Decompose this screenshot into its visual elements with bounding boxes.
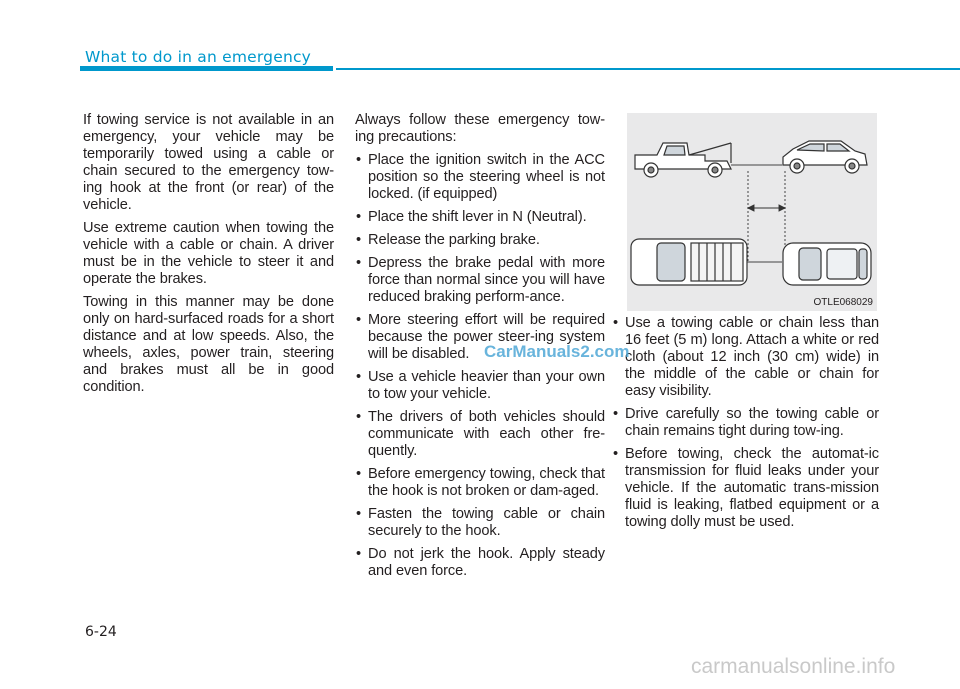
intro-paragraph: Always follow these emergency tow-ing precautions: [355,112,605,145]
list-item: • Drive carefully so the towing cable or chain remains tight during tow-ing. [612,406,879,440]
column-1 [83,112,334,402]
section-title: What to do in an emergency [85,48,312,66]
tow-truck-side-icon [635,143,731,177]
header-rule-thin [336,68,960,70]
figure-code: OTLE068029 [813,297,873,308]
footer-watermark: carmanualsonline.info [691,655,896,678]
list-item: • Depress the brake pedal with more force than normal since you will have reduced braking perform-ance. [355,255,605,306]
suv-side-icon [783,141,867,173]
list-item: • Release the parking brake. [355,232,605,249]
towing-illustration [627,113,877,311]
precautions-list [355,152,605,580]
list-item: • Place the shift lever in N (Neutral). [355,209,605,226]
column-3 [612,315,879,537]
list-item: • The drivers of both vehicles should communicate with each other fre-quently. [355,409,605,460]
header-rule-thick [80,66,333,71]
watermark-logo: CarManuals2.com [484,342,630,361]
list-item: • Use a vehicle heavier than your own to tow your vehicle. [355,369,605,403]
list-item: • More steering effort will be required because the power steer-ing system will be disabled. [355,312,605,363]
towing-diagram-svg [627,113,877,311]
tow-truck-top-icon [631,239,782,285]
paragraph: If towing service is not available in an emergency, your vehicle may be temporarily towed using a cable or chain secured to the emergency tow-ing hook at the front (or rear) of the vehicle. [83,112,334,213]
list-item: • Use a towing cable or chain less than 16 feet (5 m) long. Attach a white or red cloth (about 12 inch (30 cm) wide) in the middle of the cable or chain for easy visibility. [612,315,879,400]
page-number: 6-24 [85,624,117,640]
distance-marker [748,171,785,261]
paragraph: Use extreme caution when towing the vehicle with a cable or chain. A driver must be in the vehicle to steer it and operate the brakes. [83,220,334,287]
list-item: • Do not jerk the hook. Apply steady and even force. [355,546,605,580]
list-item: • Before towing, check the automat-ic transmission for fluid leaks under your vehicle. If the automatic trans-mission fluid is leaking, flatbed equipment or a towing dolly must be used. [612,446,879,531]
towing-tips-list [612,315,879,531]
paragraph: Towing in this manner may be done only on hard-surfaced roads for a short distance and at low speeds. Also, the wheels, axles, power train, steering and brakes must all be in good condition. [83,294,334,395]
list-item: • Fasten the towing cable or chain securely to the hook. [355,506,605,540]
list-item: • Place the ignition switch in the ACC position so the steering wheel is not locked. (if equipped) [355,152,605,203]
suv-top-icon [783,243,871,285]
list-item: • Before emergency towing, check that the hook is not broken or dam-aged. [355,466,605,500]
